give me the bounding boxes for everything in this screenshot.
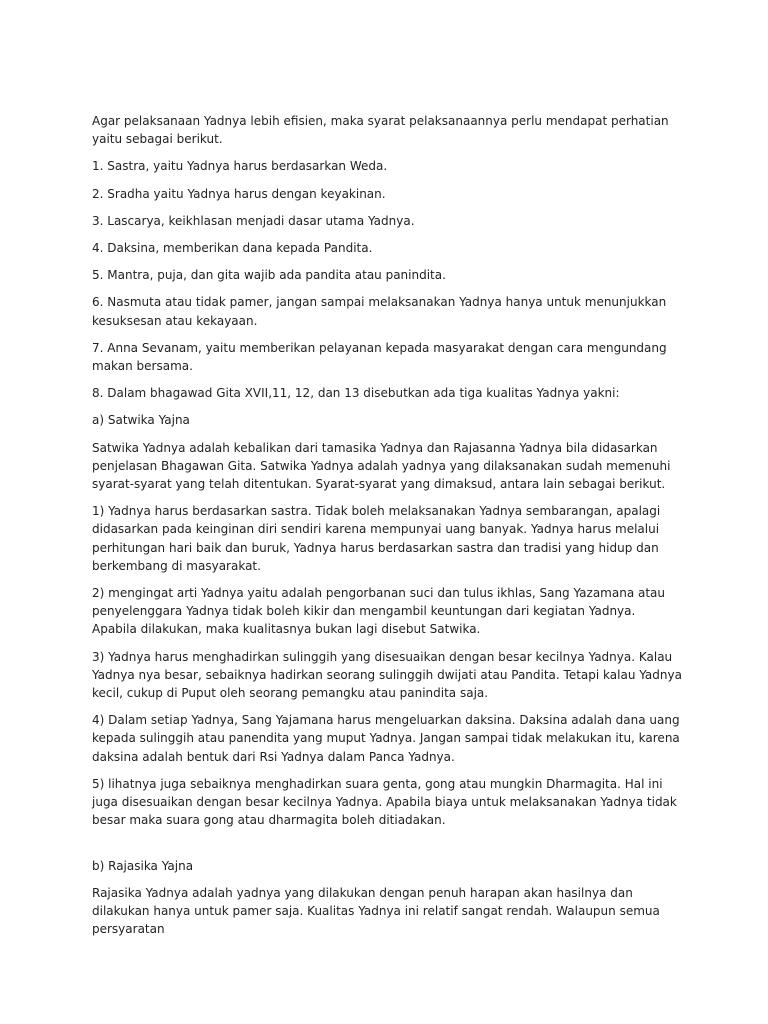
satwika-point: 4) Dalam setiap Yadnya, Sang Yajamana harus mengeluarkan daksina. Daksina adalah dana uang kepada sulinggih atau panendita yang muput Yadnya. Jangan sampai tidak melakukan itu, karena daksina adalah bentuk dari Rsi Yadnya dalam Panca Yadnya. [92,713,680,764]
list-item: 8. Dalam bhagawad Gita XVII,11, 12, dan 13 disebutkan ada tiga kualitas Yadnya yakni: [92,386,620,401]
list-item: 5. Mantra, puja, dan gita wajib ada pandita atau panindita. [92,268,446,283]
satwika-point: 5) lihatnya juga sebaiknya menghadirkan suara genta, gong atau mungkin Dharmagita. Hal ini juga disesuaikan dengan besar kecilnya Yadnya. Apabila biaya untuk melaksanakan Yadnya tidak besar maka suara gong atau dharmagita boleh ditiadakan. [92,776,677,828]
list-item: 4. Daksina, memberikan dana kepada Pandita. [92,241,373,256]
list-item: 2. Sradha yaitu Yadnya harus dengan keyakinan. [92,186,386,201]
list-item: 1. Sastra, yaitu Yadnya harus berdasarkan Weda. [92,159,388,174]
rajasika-heading: b) Rajasika Yajna [92,858,194,873]
list-item: 7. Anna Sevanam, yaitu memberikan pelayanan kepada masyarakat dengan cara mengundang makan bersama. [92,340,667,374]
document-page [92,112,682,947]
list-item: 6. Nasmuta atau tidak pamer, jangan sampai melaksanakan Yadnya hanya untuk menunjukkan kesuksesan atau kekayaan. [92,295,667,328]
rajasika-intro: Rajasika Yadnya adalah yadnya yang dilakukan dengan penuh harapan akan hasilnya dan dilakukan hanya untuk pamer saja. Kualitas Yadnya ini relatif sangat rendah. Walaupun semua persyaratan [92,885,660,937]
list-item: 3. Lascarya, keikhlasan menjadi dasar utama Yadnya. [92,213,415,228]
satwika-heading: a) Satwika Yajna [92,413,190,428]
satwika-intro: Satwika Yadnya adalah kebalikan dari tamasika Yadnya dan Rajasanna Yadnya bila didasarkan penjelasan Bhagawan Gita. Satwika Yadnya adalah yadnya yang dilaksanakan sudah memenuhi syarat-syarat yang telah ditentukan. Syarat-syarat yang dimaksud, antara lain sebagai berikut. [92,440,671,492]
satwika-point: 1) Yadnya harus berdasarkan sastra. Tidak boleh melaksanakan Yadnya sembarangan, apalagi didasarkan pada keinginan diri sendiri karena mempunyai uang banyak. Yadnya harus melalui perhitungan hari baik dan buruk, Yadnya harus berdasarkan sastra dan tradisi yang hidup dan berkembang di masyarakat. [92,504,661,573]
intro-paragraph: Agar pelaksanaan Yadnya lebih efisien, maka syarat pelaksanaannya perlu mendapat perhatian yaitu sebagai berikut. [92,114,669,147]
satwika-point: 3) Yadnya harus menghadirkan sulinggih yang disesuaikan dengan besar kecilnya Yadnya. Kalau Yadnya nya besar, sebaiknya hadirkan seorang sulinggih dwijati atau Pandita. Tetapi kalau Yadnya kecil, cukup di Puput oleh seorang pemangku atau panindita saja. [92,649,682,701]
satwika-point: 2) mengingat arti Yadnya yaitu adalah pengorbanan suci dan tulus ikhlas, Sang Yazamana atau penyelenggara Yadnya tidak boleh kikir dan mengambil keuntungan dari kegiatan Yadnya. Apabila dilakukan, maka kualitasnya bukan lagi disebut Satwika. [92,586,666,637]
